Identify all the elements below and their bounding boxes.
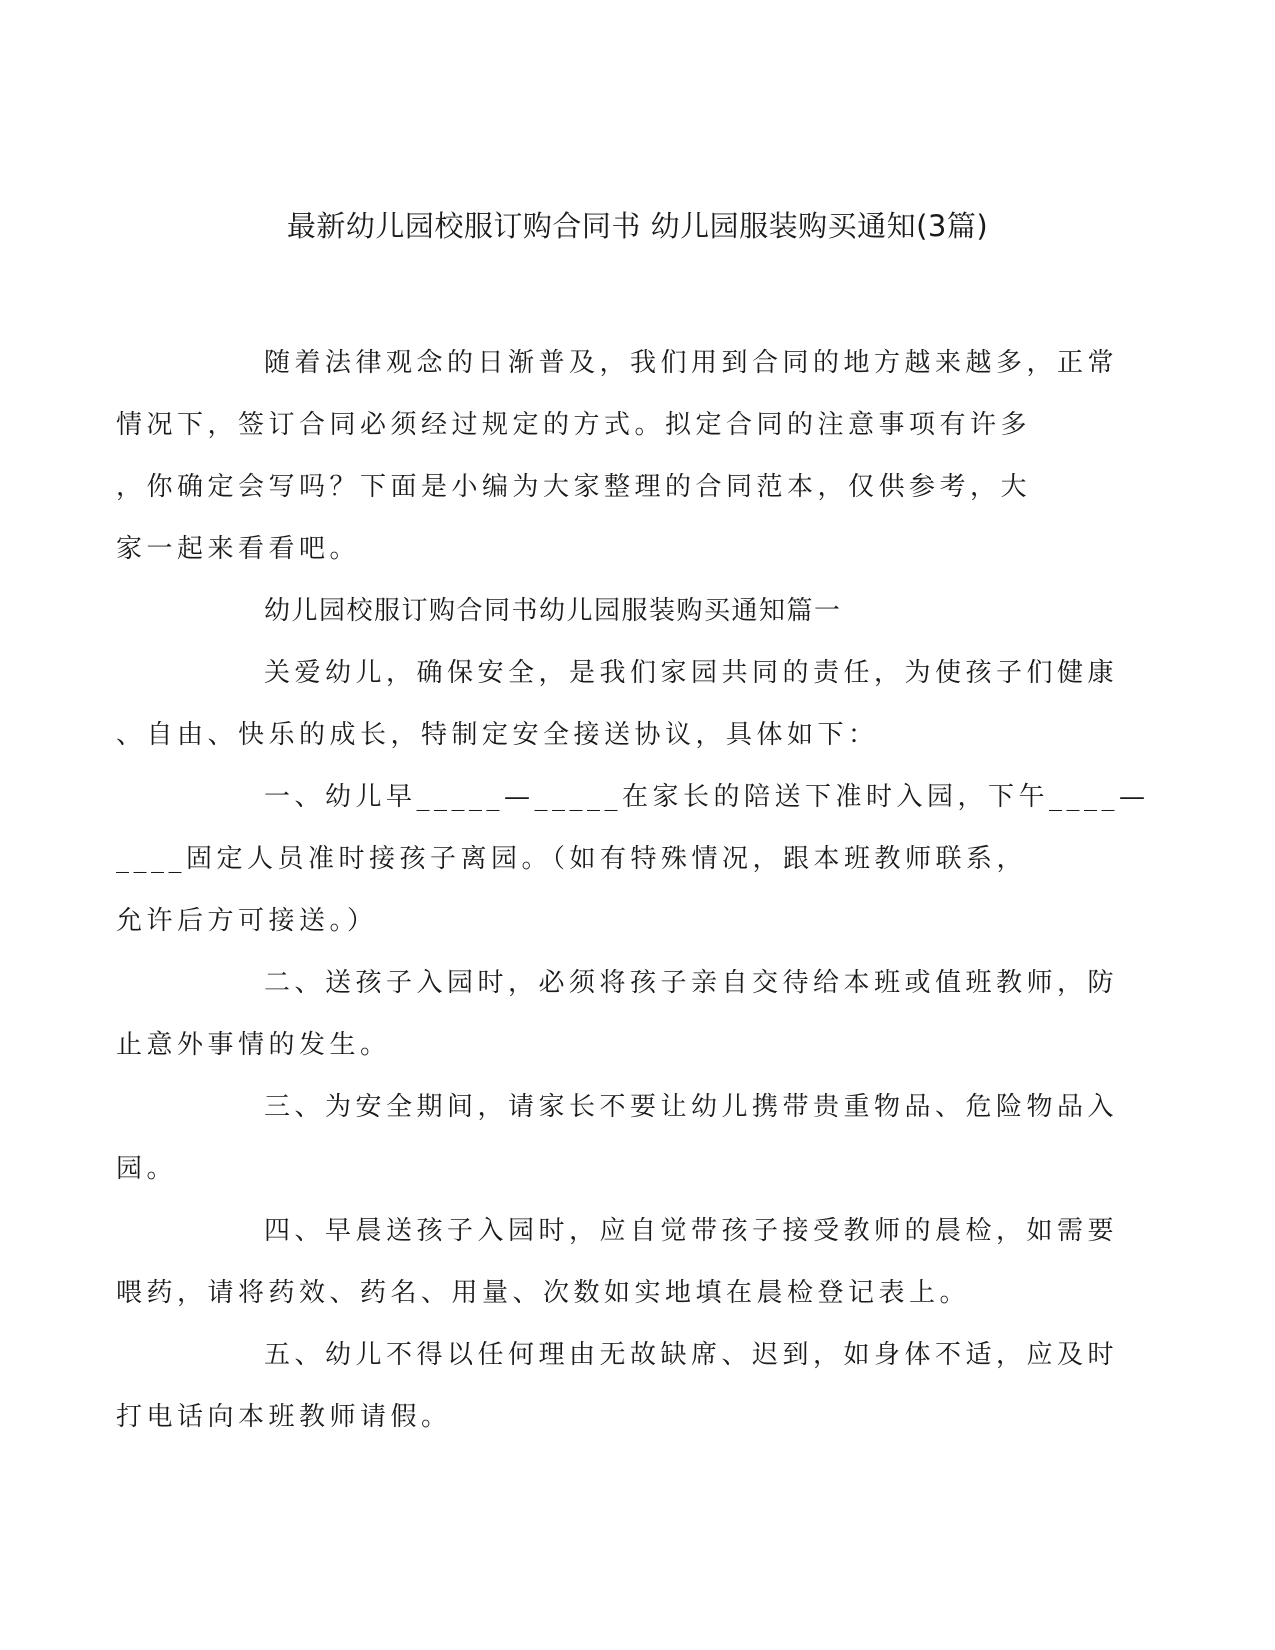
text-line: ，你确定会写吗？下面是小编为大家整理的合同范本，仅供参考，大 [116, 472, 1032, 502]
document-title: 最新幼儿园校服订购合同书 幼儿园服装购买通知(3篇) [286, 209, 989, 243]
text-line: 关爱幼儿，确保安全，是我们家园共同的责任，为使孩子们健康 [264, 658, 1119, 688]
text-line: 打电话向本班教师请假。 [116, 1402, 452, 1432]
text-line: ____固定人员准时接孩子离园。（如有特殊情况，跟本班教师联系， [116, 844, 1028, 874]
text-line: 三、为安全期间，请家长不要让幼儿携带贵重物品、危险物品入 [264, 1092, 1119, 1122]
text-line: 四、早晨送孩子入园时，应自觉带孩子接受教师的晨检，如需要 [264, 1216, 1119, 1246]
section-heading [190, 580, 1086, 642]
paragraph-preamble [116, 642, 1119, 766]
document-body [116, 332, 1150, 1448]
text-line: 情况下，签订合同必须经过规定的方式。拟定合同的注意事项有许多 [116, 410, 1032, 440]
paragraph-intro [116, 332, 1119, 580]
text-line: 五、幼儿不得以任何理由无故缺席、迟到，如身体不适，应及时 [264, 1340, 1119, 1370]
text-line: 二、送孩子入园时，必须将孩子亲自交待给本班或值班教师，防 [264, 968, 1119, 998]
text-line: 随着法律观念的日渐普及，我们用到合同的地方越来越多，正常 [264, 348, 1119, 378]
text-line: 、自由、快乐的成长，特制定安全接送协议，具体如下： [116, 720, 879, 750]
text-line: 家一起来看看吧。 [116, 534, 361, 564]
text-line: 喂药，请将药效、药名、用量、次数如实地填在晨检登记表上。 [116, 1278, 971, 1308]
paragraph-item-2 [116, 952, 1119, 1076]
paragraph-item-3 [116, 1076, 1119, 1200]
text-line: 允许后方可接送。） [116, 906, 378, 936]
text-line: 止意外事情的发生。 [116, 1030, 391, 1060]
paragraph-item-1 [116, 766, 1150, 952]
text-line: 幼儿园校服订购合同书幼儿园服装购买通知篇一 [264, 596, 842, 626]
text-line: 一、幼儿早_____—_____在家长的陪送下准时入园，下午____— [264, 782, 1150, 812]
text-line: 园。 [116, 1154, 178, 1184]
paragraph-item-4 [116, 1200, 1119, 1324]
paragraph-item-5 [116, 1324, 1119, 1448]
